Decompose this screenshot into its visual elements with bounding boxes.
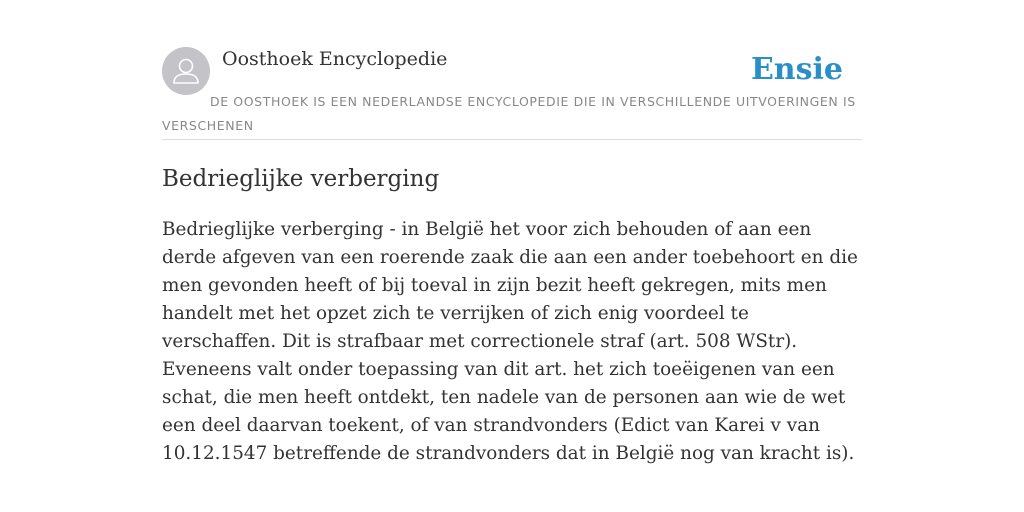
source-name-link[interactable]: Oosthoek Encyclopedie <box>222 48 448 70</box>
user-avatar-icon[interactable] <box>162 47 210 95</box>
brand-logo[interactable]: Ensie <box>750 52 843 87</box>
article-body: Bedrieglijke verberging - in België het voor zich behouden of aan een derde afgeven van een roerende zaak die aan een ander toebehoort en die men gevonden heeft of bij toeval in zijn bezit heeft gekregen, mits men handelt met het opzet zich te verrijken of zich enig voordeel te verschaffen. Dit is strafbaar met correctionele straf (art. 508 WStr). Eveneens valt onder toepassing van dit art. het zich toeëigenen van een schat, die men heeft ontdekt, ten nadele van de personen aan wie de wet een deel daarvan toekent, of van strandvonders (Edict van Karei v van 10.12.1547 betreffende de strandvonders dat in België nog van kracht is). <box>162 219 858 464</box>
source-description: DE OOSTHOEK IS EEN NEDERLANDSE ENCYCLOPEDIE DIE IN VERSCHILLENDE UITVOERINGEN IS VERSCHENEN <box>162 94 856 133</box>
article-title: Bedrieglijke verberging <box>162 166 440 192</box>
header-divider <box>162 139 862 140</box>
